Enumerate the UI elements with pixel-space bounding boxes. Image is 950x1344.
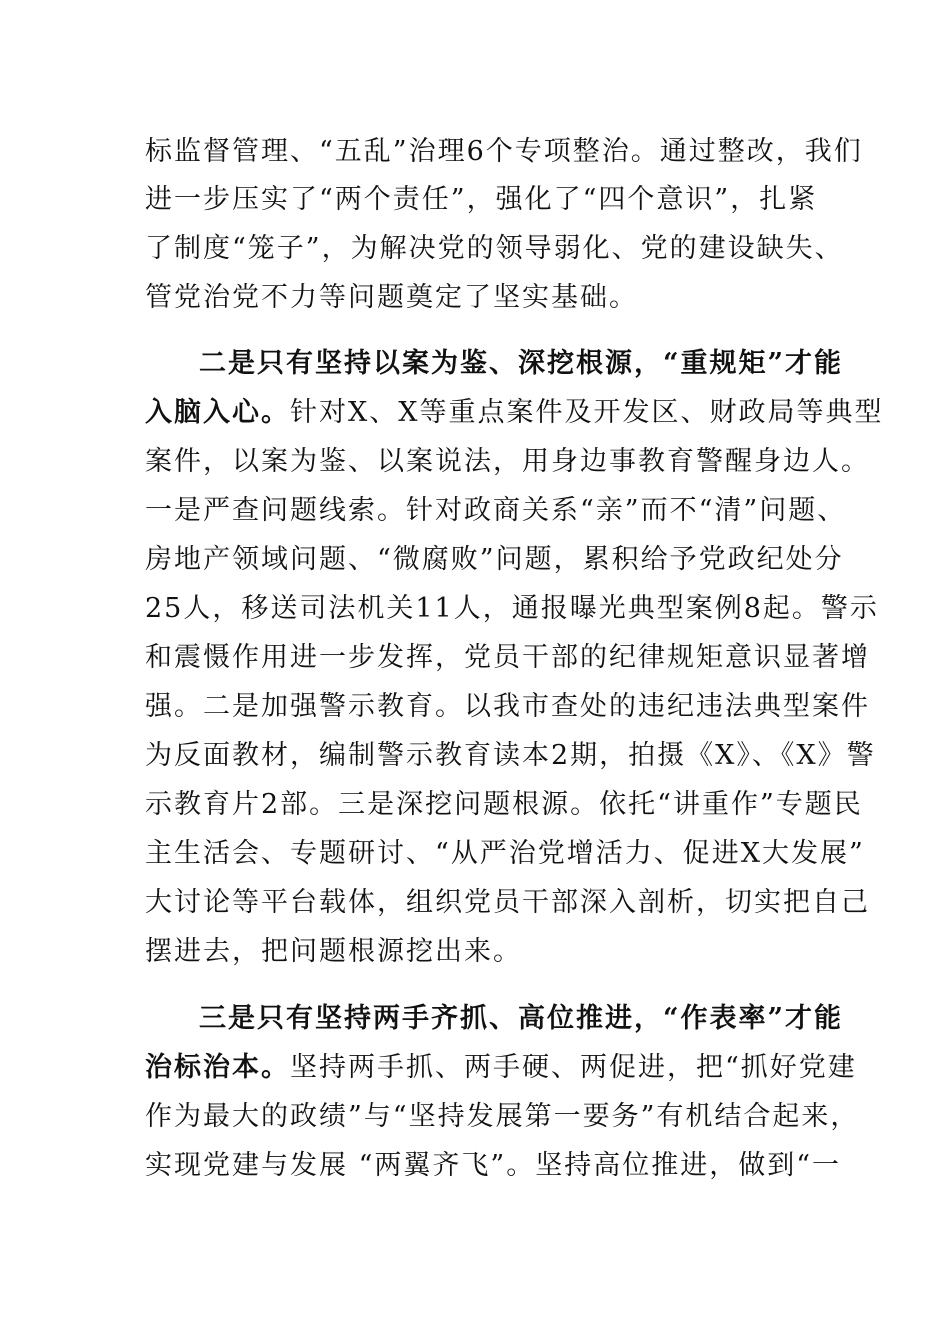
text-line xyxy=(145,1050,857,1086)
text-line: 主生活会、专题研讨、“从严治党增活力、促进X大发展” xyxy=(145,838,865,869)
text-line: 实现党建与发展 “两翼齐飞”。坚持高位推进，做到“一 xyxy=(145,1150,841,1181)
text-line: 为反面教材，编制警示教育读本2期，拍摄《X》、《X》警 xyxy=(145,740,876,771)
text-line: 25人，移送司法机关11人，通报曝光典型案例8起。警示 xyxy=(145,593,879,624)
section-heading-2: 二是只有坚持以案为鉴、深挖根源，“重规矩”才能 xyxy=(199,348,844,379)
text-line: 强。二是加强警示教育。以我市查处的违纪违法典型案件 xyxy=(145,691,870,722)
text-line: 案件，以案为鉴、以案说法，用身边事教育警醒身边人。 xyxy=(145,446,870,477)
text-line: 大讨论等平台载体，组织党员干部深入剖析，切实把自己 xyxy=(145,887,870,918)
text-line: 示教育片2部。三是深挖问题根源。依托“讲重作”专题民 xyxy=(145,789,863,820)
text-line: 一是严查问题线索。针对政商关系“亲”而不“清”问题、 xyxy=(145,495,847,526)
text-line: 房地产领域问题、“微腐败”问题，累积给予党政纪处分 xyxy=(145,544,844,575)
text-line: 摆进去，把问题根源挖出来。 xyxy=(145,936,522,967)
text-line: 标监督管理、“五乱”治理6个专项整治。通过整改，我们 xyxy=(145,136,863,167)
text-line: 作为最大的政绩”与“坚持发展第一要务”有机结合起来， xyxy=(145,1101,860,1132)
text-line: 管党治党不力等问题奠定了坚实基础。 xyxy=(145,282,638,313)
section-heading-3: 三是只有坚持两手齐抓、高位推进，“作表率”才能 xyxy=(199,1003,844,1034)
text-line xyxy=(145,395,884,431)
text-line: 和震慑作用进一步发挥，党员干部的纪律规矩意识显著增 xyxy=(145,642,870,673)
text-line: 了制度“笼子”，为解决党的领导弱化、党的建设缺失、 xyxy=(145,233,844,264)
text-line: 进一步压实了“两个责任”，强化了“四个意识”，扎紧 xyxy=(145,184,818,215)
text-span: 针对X、X等重点案件及开发区、财政局等典型 xyxy=(290,397,884,428)
section-heading-3-end: 治标治本。 xyxy=(145,1052,290,1083)
section-heading-2-end: 入脑入心。 xyxy=(145,397,290,428)
text-span: 坚持两手抓、两手硬、两促进，把“抓好党建 xyxy=(290,1052,857,1083)
